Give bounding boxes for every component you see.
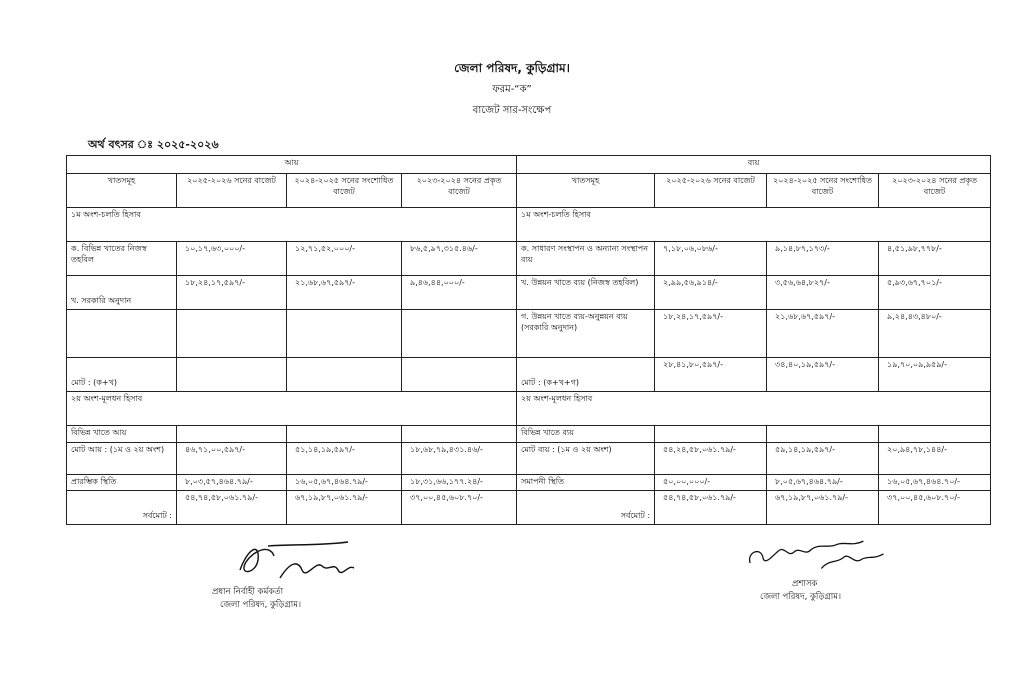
document-header xyxy=(0,60,1024,119)
expense-actual-value: ২০,৯৪,৭৮,১৪৪/- xyxy=(879,443,991,475)
part2-title-row xyxy=(67,392,991,426)
part1-title-income: ১ম অংশ-চলতি হিসাব xyxy=(67,208,517,242)
part2-income-head: বিভিন্ন খাতে আয় xyxy=(67,426,177,443)
signature-block-administrator xyxy=(730,532,910,603)
income-budget-value: ৮,০৩,৫৭,৪৬৪.৭৯/- xyxy=(177,475,287,491)
expense-revised-value: ২১,৬৮,৬৭,৫৯৭/- xyxy=(767,310,879,358)
expense-head-label: ক. সাধারণ সংস্থাপন ও অন্যান্য সংস্থাপন ব্যয় xyxy=(517,242,655,276)
income-budget-value: ১০,১৭,৬৩,০০০/- xyxy=(177,242,287,276)
expense-budget-value: ৭,১৮,০৬,০৮৬/- xyxy=(655,242,767,276)
income-revised-value xyxy=(287,310,402,358)
administrator-title: প্রশাসক xyxy=(792,579,818,590)
expense-head-label: খ. উন্নয়ন খাতে ব্যয় (নিজস্ব তহবিল) xyxy=(517,276,655,310)
expense-revised-value: ৩৪,৪০,১৯,৫৯৭/- xyxy=(767,358,879,392)
income-actual-value: ৩৭,০০,৪৫,৬০৮.৭০/- xyxy=(402,491,517,525)
income-actual-value xyxy=(402,358,517,392)
expense-actual-value: ৯,২৪,৪৩,৪৮০/- xyxy=(879,310,991,358)
table-row xyxy=(67,276,991,310)
expense-revised-value: ৮,০৫,৬৭,৪৬৪.৭৯/- xyxy=(767,475,879,491)
col-budget-income: ২০২৫-২০২৬ সনের বাজেট xyxy=(177,174,287,208)
expense-actual-value: ১৯,৭০,০৯,৯৫৯/- xyxy=(879,358,991,392)
income-revised-value: ২১,৬৮,৬৭,৫৯৭/- xyxy=(287,276,402,310)
income-head-label: ক. বিভিন্ন খাতের নিজস্ব তহবিল xyxy=(67,242,177,276)
income-revised-value xyxy=(287,358,402,392)
income-head-label xyxy=(67,310,177,358)
col-revised-expense: ২০২৪-২০২৫ সনের সংশোধিত বাজেট xyxy=(767,174,879,208)
income-budget-value xyxy=(177,310,287,358)
col-budget-expense: ২০২৫-২০২৬ সনের বাজেট xyxy=(655,174,767,208)
income-budget-value: ১৮,২৪,১৭,৫৯৭/- xyxy=(177,276,287,310)
expense-subtotal-label: মোট : (ক+খ+গ) xyxy=(517,358,655,392)
expense-actual-value: ১৬,০৫,৬৭,৪৬৪.৭০/- xyxy=(879,475,991,491)
part1-title-expense: ১ম অংশ-চলতি হিসাব xyxy=(517,208,991,242)
column-header-row xyxy=(67,174,991,208)
side-header-row xyxy=(67,156,991,174)
closing-balance-label: সমাপনী স্থিতি xyxy=(517,475,655,491)
total-row xyxy=(67,443,991,475)
part2-head-row xyxy=(67,426,991,443)
administrator-org: জেলা পরিষদ, কুড়িগ্রাম। xyxy=(760,591,842,602)
col-actual-income: ২০২৩-২০২৪ সনের প্রকৃত বাজেট xyxy=(402,174,517,208)
budget-summary-table xyxy=(66,155,991,525)
expense-revised-value: ৯,১৪,৮৭,১৭৩/- xyxy=(767,242,879,276)
part1-title-row xyxy=(67,208,991,242)
income-actual-value xyxy=(402,310,517,358)
income-actual-value: ৮৬,৫,৯৭,৩১৫.৪৬/- xyxy=(402,242,517,276)
grand-total-expense-label: সর্বমোট : xyxy=(517,491,655,525)
income-budget-value xyxy=(177,358,287,392)
part2-title-income: ২য় অংশ-মূলধন হিসাব xyxy=(67,392,517,426)
document-subtitle: বাজেট সার-সংক্ষেপ xyxy=(472,105,552,116)
expense-revised-value: ৬৭,১৯,৮৭,০৬১.৭৯/- xyxy=(767,491,879,525)
expense-revised-value: ৫৯,১৪,১৯,৫৯৭/- xyxy=(767,443,879,475)
balance-row xyxy=(67,475,991,491)
expense-actual-value: ৫,৯৩,৬৭,৭০১/- xyxy=(879,276,991,310)
total-income-label: মোট আয় : (১ম ও ২য় অংশ) xyxy=(67,443,177,475)
grand-total-row xyxy=(67,491,991,525)
expense-actual-value: ৩৭,০০,৪৫,৬০৮.৭০/- xyxy=(879,491,991,525)
expense-budget-value: ৫৪,৭৪,৫৮,০৬১.৭৯/- xyxy=(655,491,767,525)
income-header: আয় xyxy=(67,156,517,174)
table-row xyxy=(67,242,991,276)
part2-expense-head: বিভিন্ন খাতে ব্যয় xyxy=(517,426,655,443)
office-title: জেলা পরিষদ, কুড়িগ্রাম। xyxy=(454,61,570,75)
expense-budget-value: ৫০,০০,০০০/- xyxy=(655,475,767,491)
part2-title-expense: ২য় অংশ-মূলধন হিসাব xyxy=(517,392,991,426)
income-actual-value: ১৮,৩১,৬৬,১৭৭.২৪/- xyxy=(402,475,517,491)
income-revised-value: ১২,৭১,৫২,০০০/- xyxy=(287,242,402,276)
signature-block-ceo xyxy=(198,540,398,611)
expense-budget-value: ৫৪,২৪,৫৮,০৬১.৭৯/- xyxy=(655,443,767,475)
col-revised-income: ২০২৪-২০২৫ সনের সংশোধিত বাজেট xyxy=(287,174,402,208)
opening-balance-label: প্রারম্ভিক স্থিতি xyxy=(67,475,177,491)
grand-total-income-label: সর্বমোট : xyxy=(67,491,177,525)
income-subtotal-label: মোট : (ক+খ) xyxy=(67,358,177,392)
income-actual-value: ৯,৪৬,৪৪,০০০/- xyxy=(402,276,517,310)
total-expense-label: মোট ব্যয় : (১ম ও ২য় অংশ) xyxy=(517,443,655,475)
expense-budget-value: ২৮,৪১,৮০,৫৯৭/- xyxy=(655,358,767,392)
col-heads-expense: খাতসমূহ xyxy=(517,174,655,208)
fiscal-year: অর্থ বৎসর ঃ ২০২৫-২০২৬ xyxy=(88,138,219,151)
ceo-title: প্রধান নির্বাহী কর্মকর্তা xyxy=(212,587,284,598)
income-head-label: খ. সরকারি অনুদান xyxy=(67,276,177,310)
handwritten-signature-ceo xyxy=(198,540,368,582)
income-budget-value: ৫৪,৭৪,৫৮,০৬১.৭৯/- xyxy=(177,491,287,525)
expense-budget-value: ২,৯৯,৫৬,৯১৪/- xyxy=(655,276,767,310)
ceo-org: জেলা পরিষদ, কুড়িগ্রাম। xyxy=(220,599,302,610)
handwritten-signature-administrator xyxy=(730,532,900,574)
col-actual-expense: ২০২৩-২০২৪ সনের প্রকৃত বাজেট xyxy=(879,174,991,208)
income-revised-value: ৬৭,১৯,৮৭,০৬১.৭৯/- xyxy=(287,491,402,525)
col-heads-income: খাতসমূহ xyxy=(67,174,177,208)
income-actual-value: ১৮,৬৮,৭৯,৪৩১.৪৬/- xyxy=(402,443,517,475)
table-row xyxy=(67,310,991,358)
expense-head-label: গ. উন্নয়ন খাতে ব্যয়-অনুন্নয়ন ব্যয় (সরকারি অনুদান) xyxy=(517,310,655,358)
income-budget-value: ৪৬,৭১,০০,৫৯৭/- xyxy=(177,443,287,475)
income-revised-value: ৫১,১৪,১৯,৫৯৭/- xyxy=(287,443,402,475)
expense-revised-value: ৩,৫৬,৬৪,৮২৭/- xyxy=(767,276,879,310)
subtotal-row xyxy=(67,358,991,392)
expense-actual-value: ৪,৫১,৯৮,৭৭৮/- xyxy=(879,242,991,276)
income-revised-value: ১৬,০৫,৬৭,৪৬৪.৭৯/- xyxy=(287,475,402,491)
form-label: ফরম-“ক” xyxy=(492,84,532,95)
expense-header: ব্যয় xyxy=(517,156,991,174)
expense-budget-value: ১৮,২৪,১৭,৫৯৭/- xyxy=(655,310,767,358)
